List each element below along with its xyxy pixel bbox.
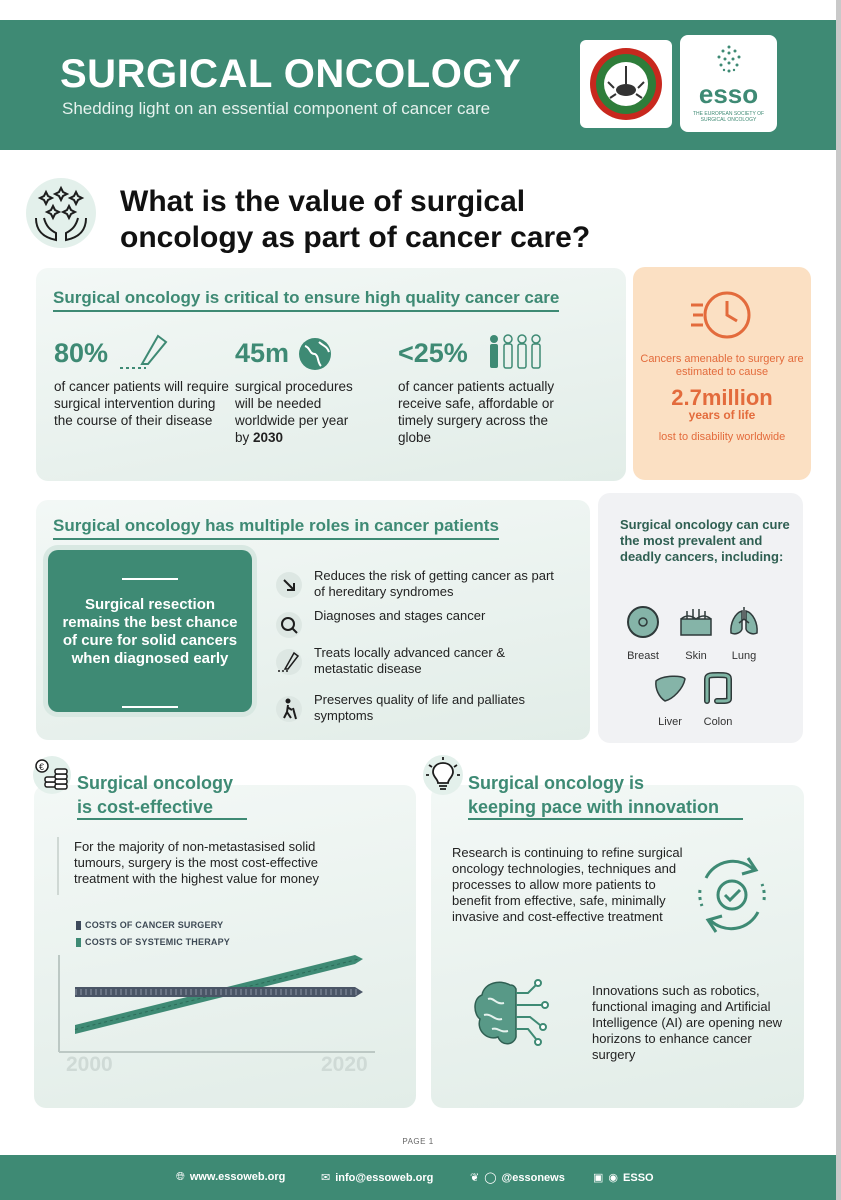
curable-cancers-panel	[598, 493, 803, 743]
stat-value: 80%	[54, 338, 109, 368]
role-text: Treats locally advanced cancer & metastatic disease	[314, 645, 506, 676]
stat-45m	[235, 338, 353, 445]
stat-description: of cancer patients actually receive safe, affordable or timely surgery across the globe	[398, 379, 555, 445]
resection-highlight-box	[48, 550, 252, 712]
footer-email: info@essoweb.org	[335, 1172, 434, 1184]
innovation-heading	[468, 771, 719, 819]
cost-description: For the majority of non-metastasised solid tumours, surgery is the most cost-effective treatment with the highest value for money	[74, 839, 319, 886]
sosp-logo	[580, 40, 672, 128]
year-start-label: 2000	[66, 1053, 113, 1076]
coins-icon	[33, 756, 71, 794]
innovation-heading-line2: keeping pace with innovation	[468, 797, 720, 817]
organ-label: Colon	[703, 716, 733, 728]
organ-label: Liver	[658, 716, 682, 728]
stat-value: <25%	[398, 338, 468, 368]
globe-icon: 🌐︎	[176, 1171, 185, 1183]
facebook-icon: ◉	[608, 1172, 619, 1184]
instagram-icon: ◯	[484, 1172, 497, 1184]
organ-label: Lung	[731, 650, 757, 662]
esso-logo	[680, 35, 777, 132]
globe-icon	[297, 336, 333, 372]
roles-panel	[36, 500, 590, 740]
legend-systemic	[76, 937, 230, 947]
walking-person-icon	[276, 696, 302, 722]
role-text: Reduces the risk of getting cancer as part of hereditary syndromes	[314, 568, 554, 599]
divider	[57, 837, 59, 895]
stat-description-text: surgical procedures will be needed worldwide per year by	[235, 379, 353, 445]
stat-description	[235, 378, 365, 446]
role-text: Preserves quality of life and palliates symptoms	[314, 692, 526, 723]
year-end-label: 2020	[321, 1053, 368, 1076]
legend-swatch	[76, 938, 81, 947]
cost-heading-line2: is cost-effective	[77, 797, 214, 817]
stat-description: of cancer patients will require surgical intervention during the course of their disease	[54, 379, 229, 428]
organ-lung	[714, 605, 774, 662]
footer-social-link[interactable]	[470, 1171, 565, 1184]
legend-label: COSTS OF CANCER SURGERY	[85, 920, 224, 930]
linkedin-icon: ▣	[593, 1172, 604, 1184]
curable-cancers-heading: Surgical oncology can cure the most prevalent and deadly cancers, including:	[620, 517, 790, 564]
svg-text:€: €	[39, 762, 45, 772]
critical-care-panel	[36, 268, 626, 481]
organ-breast	[613, 605, 673, 662]
page-title: SURGICAL ONCOLOGY	[60, 52, 522, 96]
skin-icon	[679, 605, 713, 639]
stat-less-than-25	[398, 338, 555, 445]
burden-intro: Cancers amenable to surgery are estimated to cause	[640, 353, 804, 378]
page-subtitle: Shedding light on an essential component of cancer care	[62, 99, 491, 118]
page-number: PAGE 1	[402, 1137, 434, 1146]
footer-social: @essonews	[501, 1172, 565, 1184]
resection-highlight-text: Surgical resection remains the best chance of cure for solid cancers when diagnosed early	[62, 596, 238, 667]
burden-figure: 2.7million	[671, 385, 773, 410]
stat-80-percent	[54, 338, 229, 428]
magnifier-icon	[276, 612, 302, 638]
top-margin	[0, 0, 836, 20]
innovation-research-text: Research is continuing to refine surgical oncology technologies, techniques and processes to allow more patients to benefit from effective, safe, minimally invasive and cost-effective treatment	[452, 845, 683, 924]
scalpel-icon	[276, 649, 302, 675]
footer-website-link[interactable]	[176, 1171, 285, 1184]
disability-burden-card	[633, 267, 811, 480]
cost-heading	[77, 771, 233, 819]
footer-org-link[interactable]	[593, 1171, 654, 1184]
footer-org: ESSO	[623, 1172, 654, 1184]
liver-icon	[653, 671, 687, 705]
breast-icon	[626, 605, 660, 639]
colon-icon	[701, 671, 735, 705]
divider	[122, 578, 178, 580]
roles-heading: Surgical oncology has multiple roles in cancer patients	[53, 516, 499, 540]
innovation-heading-underline	[468, 818, 743, 820]
footer-bar	[0, 1155, 836, 1200]
cost-heading-line1: Surgical oncology	[77, 773, 234, 793]
twitter-icon: ❦	[470, 1172, 480, 1184]
ai-brain-icon	[470, 975, 560, 1055]
stat-year: 2030	[253, 430, 284, 445]
organ-colon	[688, 671, 748, 728]
footer-email-link[interactable]	[321, 1171, 433, 1184]
cost-heading-underline	[77, 818, 247, 820]
divider	[122, 706, 178, 708]
page-edge-shadow	[836, 0, 841, 1200]
burden-unit: years of life	[688, 408, 756, 422]
stat-value: 45m	[235, 338, 290, 368]
role-text: Diagnoses and stages cancer	[314, 608, 486, 623]
legend-swatch	[76, 921, 81, 930]
organ-label: Skin	[685, 650, 707, 662]
scalpel-icon	[118, 334, 168, 374]
hands-sparkles-icon	[26, 178, 96, 248]
footer-website: www.essoweb.org	[189, 1171, 286, 1183]
burden-outro: lost to disability worldwide	[658, 431, 786, 443]
fast-clock-icon	[689, 285, 755, 345]
cancer-surgery-band	[75, 987, 363, 997]
esso-dots-icon	[713, 43, 745, 77]
innovation-technology-text: Innovations such as robotics, functional imaging and Artificial Intelligence (AI) are opening new horizons to enhance cancer surgery	[592, 983, 783, 1062]
question-heading: What is the value of surgical oncology as part of cancer care?	[120, 185, 591, 254]
people-icon	[488, 334, 544, 370]
refresh-check-icon	[692, 850, 772, 940]
innovation-heading-line1: Surgical oncology is	[468, 773, 645, 793]
legend-surgery	[76, 920, 223, 930]
legend-label: COSTS OF SYSTEMIC THERAPY	[85, 937, 231, 947]
organ-label: Breast	[627, 650, 659, 662]
esso-logo-caption: THE EUROPEAN SOCIETY OF SURGICAL ONCOLOGY	[692, 111, 765, 123]
envelope-icon: ✉	[321, 1172, 331, 1184]
esso-logo-word: esso	[698, 79, 759, 109]
cost-trend-graphic	[55, 955, 385, 1055]
arrow-down-right-icon	[276, 572, 302, 598]
lightbulb-icon	[423, 755, 463, 795]
critical-care-heading: Surgical oncology is critical to ensure high quality cancer care	[53, 288, 559, 312]
lung-icon	[727, 605, 761, 639]
